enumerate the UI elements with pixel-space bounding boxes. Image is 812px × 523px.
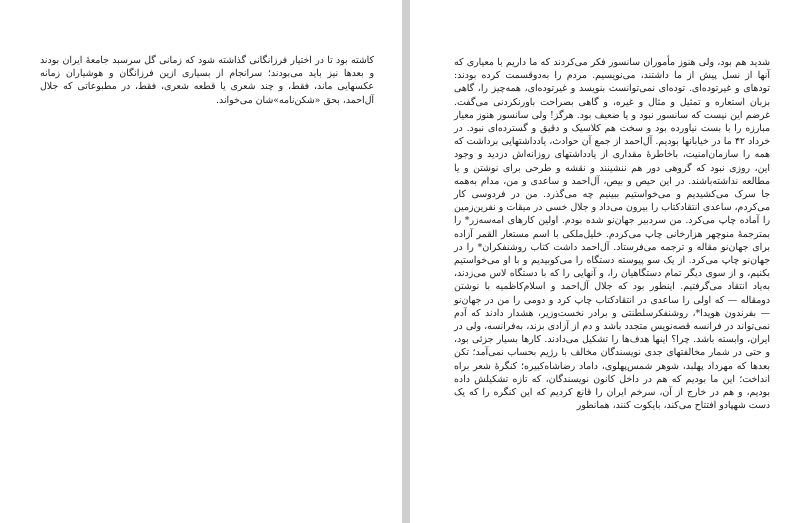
page-gutter bbox=[402, 0, 410, 523]
right-page bbox=[410, 0, 812, 523]
left-page bbox=[0, 0, 402, 523]
left-paragraph-1: کاشته بود تا در اختیار فرزانگانی گذاشته شود که زمانی گل سرسبد جامعهٔ ایران بودند و بعدها نیز باید می‌بودند؛ سرانجام از بسیاری ازین فرزانگان و هوشیاران زمانه عکسهایی ماند، فقط، و چند شعری یا قطعه شعری، فقط، در مطبوعاتی که جلال آل‌احمد، بحق «شکن‌نامه»شان می‌خواند. bbox=[40, 55, 374, 106]
right-paragraph-1: شدید هم بود، ولی هنوز مأموران سانسور فکر می‌کردند که ما داریم با معیاری که آنها از نسل پیش از ما داشتند، می‌نویسیم. مردم را به‌دوقسمت کرده بودند: تودهای و غیرتوده‌ای. توده‌ای نمی‌توانست بنویسد و غیرتوده‌ای، همه‌چیز را، گاهی بزبان استعاره و تمثیل و مثال و غیره، و گاهی بصراحت باورنکردنی می‌گفت. غرضم این نیست که سانسور نبود و یا ضعیف بود. هرگز! ولی سانسور هنوز معیار مبارزه را با بست نیاورده بود و سخت هم کلاسیک و دقیق و گسترده‌ای نبود. در خرداد ۴۲ ما در خیابانها بودیم. آل‌احمد از جمع آن حوادث، یادداشتهایی برداشت که همه را سازمان‌امنیت، باخاطرهٔ مقداری از یادداشتهای روزانه‌اش دزدید و وجود این، روزی نبود که گروهی دور هم ننشینند و نقشه و طرحی برای نوشتن و یا مطالعه نداشته‌باشند. در این حیص و بیص، آل‌احمد و ساعدی و من، مدام به‌همه جا سرک می‌کشیدیم و می‌خواستیم ببینیم چه می‌گذرد. من در فردوسی کار می‌کردم، ساعدی انتقاد‌کتاب را بیرون می‌داد و جلال خسی در میقات و نفرین‌زمین را آماده چاپ می‌کرد. من سردبیر جهان‌نو شده بودم. اولین کارهای امه‌سه‌زر* را بمترجمهٔ منوچهر هزارخانی چاپ می‌کردم. خلیل‌ملکی با اسم مستعار القمر آزاده برای جهان‌نو مقاله و ترجمه می‌فرستاد. آل‌احمد داشت کتاب روشنفکران* را در جهان‌نو چاپ می‌کرد. از یک سو پیوسته دستگاه را می‌کوبیدیم و با او می‌خواستیم بکنیم، و از سوی دیگر تمام دستگاهیان را، و آنهایی را که با دستگاه لاس می‌زدند، به‌یاد انتقاد می‌گرفتیم. اینطور بود که جلال آل‌احمد و اسلام‌کاظمیه با نوشتن دومقاله — که اولی را ساعدی در انتقاد‌کتاب چاپ کرد و دومی را من در جهان‌نو — بفرندون هویدا*، روشنفکر‌سلطنتی و برادر نخست‌وزیر، هشدار دادند که آدم نمی‌تواند در فرانسه قصه‌نویس متجدد باشد و دم از آزادی بزند، به‌فرانسه، ولی در ایران، وابسته باشد. چرا؟ اینها هدف‌ها را تشکیل می‌دادند. کارها بسیار جزئی بود، و حتی در شمار مخالفتهای جدی نویسندگان مخالف با رژیم بحساب نمی‌آمد؛ تکن بعدها که مهرداد پهلبد، شوهر شمس‌پهلوی، داماد رضاشاه‌کبیره؛ کنگرهٔ شعر براه انداخت؛ این ما بودیم که هم در داخل کانون نویسندگان، که تازه تشکیلش داده بودیم، و هم در خارج از آن، سرخم ایران را قانع کردیم که این کنگره را که یک دست شهپادو افتتاح می‌کند، بایکوت کنند، همانطور bbox=[454, 57, 770, 412]
